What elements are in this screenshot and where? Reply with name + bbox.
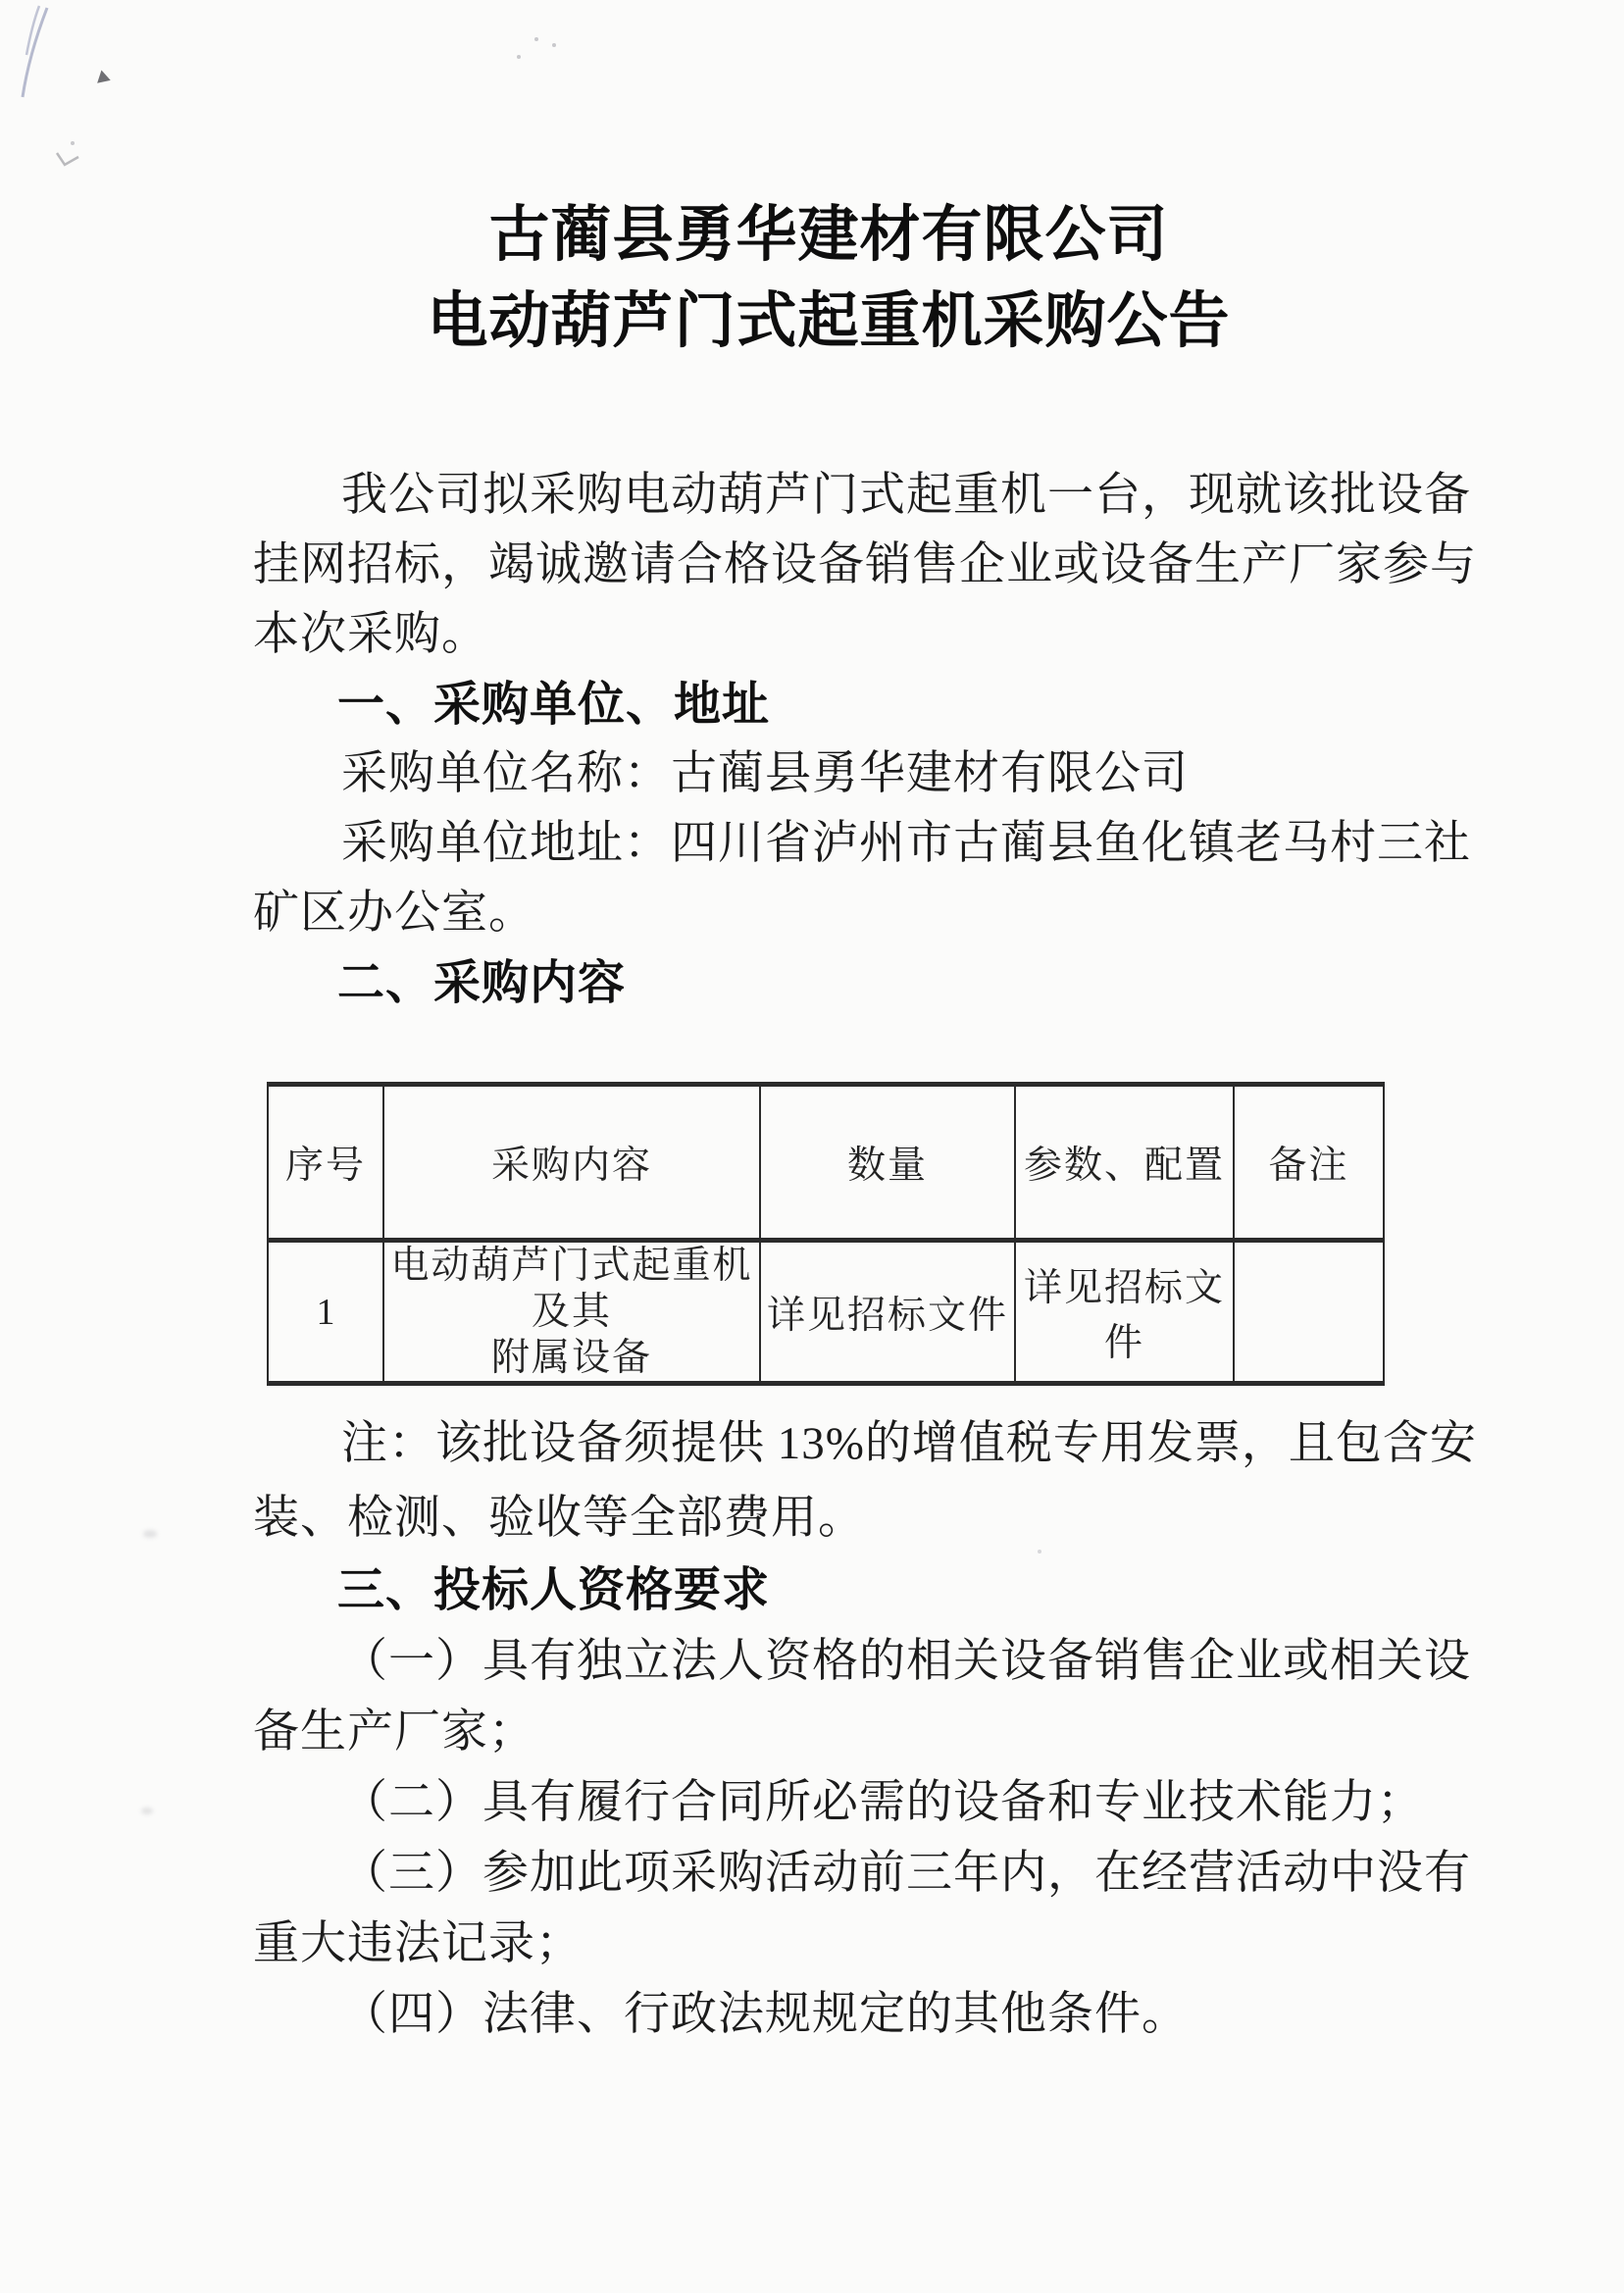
bidder-qualifications bbox=[253, 1555, 1471, 2050]
document-body bbox=[253, 461, 1477, 2050]
qualification-item-line: 重大违法记录； bbox=[253, 1918, 583, 1969]
table-header-row bbox=[268, 1085, 1384, 1241]
cell-serial-number: 1 bbox=[268, 1241, 383, 1384]
qualification-item-line: 备生产厂家； bbox=[253, 1707, 535, 1758]
purchaser-name-line: 采购单位名称：古蔺县勇华建材有限公司 bbox=[341, 748, 1189, 799]
title-line-announcement: 电动葫芦门式起重机采购公告 bbox=[427, 287, 1231, 355]
table-row bbox=[268, 1241, 1384, 1384]
cell-purchase-content bbox=[383, 1241, 760, 1384]
cell-parameters: 详见招标文件 bbox=[1015, 1241, 1234, 1384]
intro-line: 本次采购。 bbox=[253, 609, 488, 660]
intro-line: 挂网招标，竭诚邀请合格设备销售企业或设备生产厂家参与 bbox=[253, 539, 1477, 590]
section-1-heading: 一、采购单位、地址 bbox=[337, 679, 771, 731]
note-line: 装、检测、验收等全部费用。 bbox=[253, 1493, 865, 1544]
speck-mark bbox=[71, 141, 75, 145]
qualification-item-line: （二）具有履行合同所必需的设备和专业技术能力； bbox=[341, 1777, 1424, 1828]
purchaser-address-line: 矿区办公室。 bbox=[253, 888, 535, 939]
header-purchase-content: 采购内容 bbox=[383, 1085, 760, 1241]
speck-mark bbox=[534, 37, 538, 41]
cell-content-line: 附属设备 bbox=[490, 1337, 652, 1379]
qualification-item-line: （三）参加此项采购活动前三年内，在经营活动中没有 bbox=[341, 1848, 1471, 1899]
table-note bbox=[253, 1406, 1477, 1555]
header-remarks: 备注 bbox=[1234, 1085, 1384, 1241]
speck-mark bbox=[552, 43, 556, 47]
cell-content-line: 电动葫芦门式起重机及其 bbox=[390, 1245, 753, 1333]
qualification-item-line: （四）法律、行政法规规定的其他条件。 bbox=[341, 1989, 1189, 2040]
check-smudge-mark bbox=[55, 149, 84, 171]
pen-stroke-mark bbox=[4, 4, 82, 112]
qualification-item-line: （一）具有独立法人资格的相关设备销售企业或相关设 bbox=[341, 1636, 1471, 1687]
title-line-company: 古蔺县勇华建材有限公司 bbox=[488, 201, 1169, 269]
edge-smudge-mark bbox=[141, 1808, 153, 1814]
header-quantity: 数量 bbox=[760, 1085, 1015, 1241]
header-parameters: 参数、配置 bbox=[1015, 1085, 1234, 1241]
edge-smudge-mark bbox=[143, 1530, 157, 1538]
cell-remarks bbox=[1234, 1241, 1384, 1384]
ink-blot-mark bbox=[97, 70, 113, 86]
section-3-heading: 三、投标人资格要求 bbox=[337, 1564, 771, 1616]
note-line: 注：该批设备须提供 13%的增值税专用发票，且包含安 bbox=[341, 1418, 1477, 1469]
cell-quantity: 详见招标文件 bbox=[760, 1241, 1015, 1384]
speck-mark bbox=[517, 55, 521, 59]
header-serial-number: 序号 bbox=[268, 1085, 383, 1241]
purchase-content-table bbox=[267, 1082, 1385, 1386]
section-2-heading: 二、采购内容 bbox=[337, 957, 627, 1009]
purchaser-address-line: 采购单位地址：四川省泸州市古蔺县鱼化镇老马村三社 bbox=[341, 818, 1471, 869]
intro-line: 我公司拟采购电动葫芦门式起重机一台，现就该批设备 bbox=[341, 470, 1471, 521]
document-title bbox=[17, 192, 1624, 365]
